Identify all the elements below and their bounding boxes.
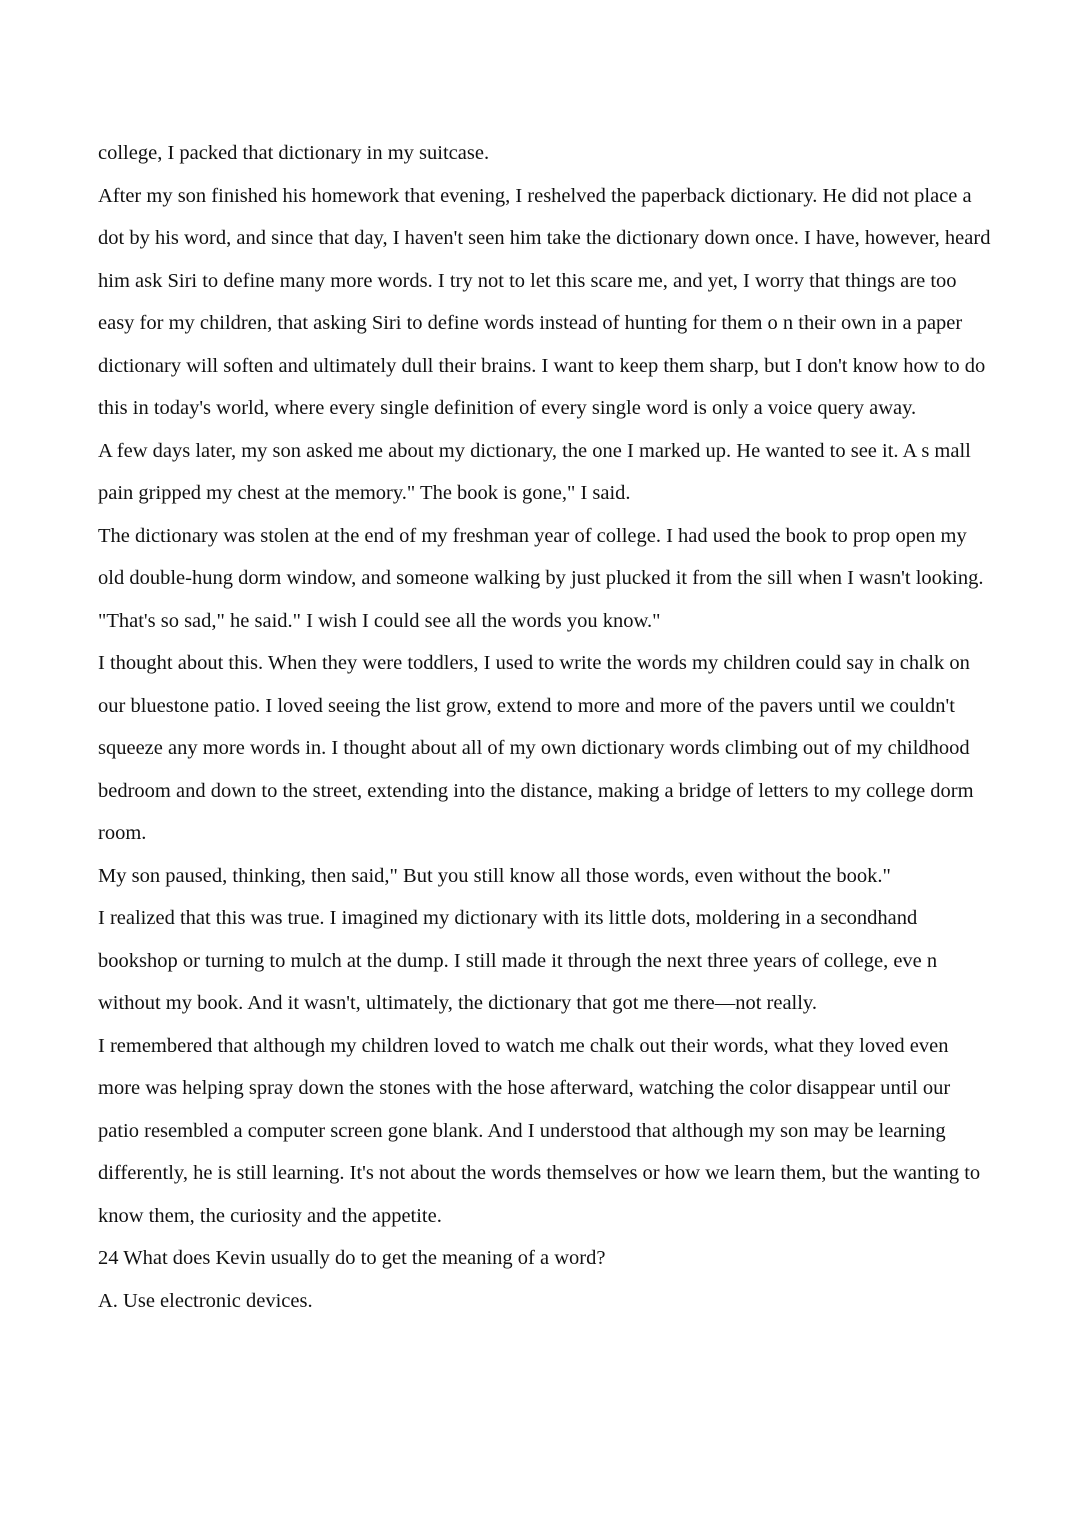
paragraph: A few days later, my son asked me about my dictionary, the one I marked up. He wanted to see it. A s mall pain gripped my chest at the memory." The book is gone," I said. <box>98 439 971 504</box>
paragraph: After my son finished his homework that evening, I reshelved the paperback dictionary. He did not place a dot by his word, and since that day, I haven't seen him take the dictionary down once. I have, however, heard him ask Siri to define many more words. I try not to let this scare me, and yet, I worry that things are too easy for my children, that asking Siri to define words instead of hunting for them o n their own in a paper dictionary will soften and ultimately dull their brains. I want to keep them sharp, but I don't know how to do this in today's world, where every single definition of every single word is only a voice query away. <box>98 184 991 419</box>
document-body <box>98 132 993 1322</box>
paragraph: college, I packed that dictionary in my suitcase. <box>98 142 490 164</box>
answer-option: A. Use electronic devices. <box>98 1289 313 1312</box>
paragraph: I remembered that although my children loved to watch me chalk out their words, what they loved even more was helping spray down the stones with the hose afterward, watching the color disappear until our patio resembled a computer screen gone blank. And I understood that although my son may be learning differently, he is still learning. It's not about the words themselves or how we learn them, but the wanting to know them, the curiosity and the appetite. <box>98 1034 981 1227</box>
paragraph: I realized that this was true. I imagined my dictionary with its little dots, moldering in a secondhand bookshop or turning to mulch at the dump. I still made it through the next three years of college, eve n without my book. And it wasn't, ultimately, the dictionary that got me there—not really. <box>98 907 938 1014</box>
paragraph: "That's so sad," he said." I wish I could see all the words you know." <box>98 609 661 632</box>
question-text: 24 What does Kevin usually do to get the meaning of a word? <box>98 1247 606 1269</box>
paragraph: My son paused, thinking, then said," But you still know all those words, even without the book." <box>98 864 891 887</box>
paragraph: The dictionary was stolen at the end of my freshman year of college. I had used the book to prop open my old double-hung dorm window, and someone walking by just plucked it from the sill when I wasn't looking. <box>98 524 984 589</box>
paragraph: I thought about this. When they were toddlers, I used to write the words my children could say in chalk on our bluestone patio. I loved seeing the list grow, extend to more and more of the pavers until we couldn't squeeze any more words in. I thought about all of my own dictionary words climbing out of my childhood bedroom and down to the street, extending into the distance, making a bridge of letters to my college dorm room. <box>98 652 974 844</box>
